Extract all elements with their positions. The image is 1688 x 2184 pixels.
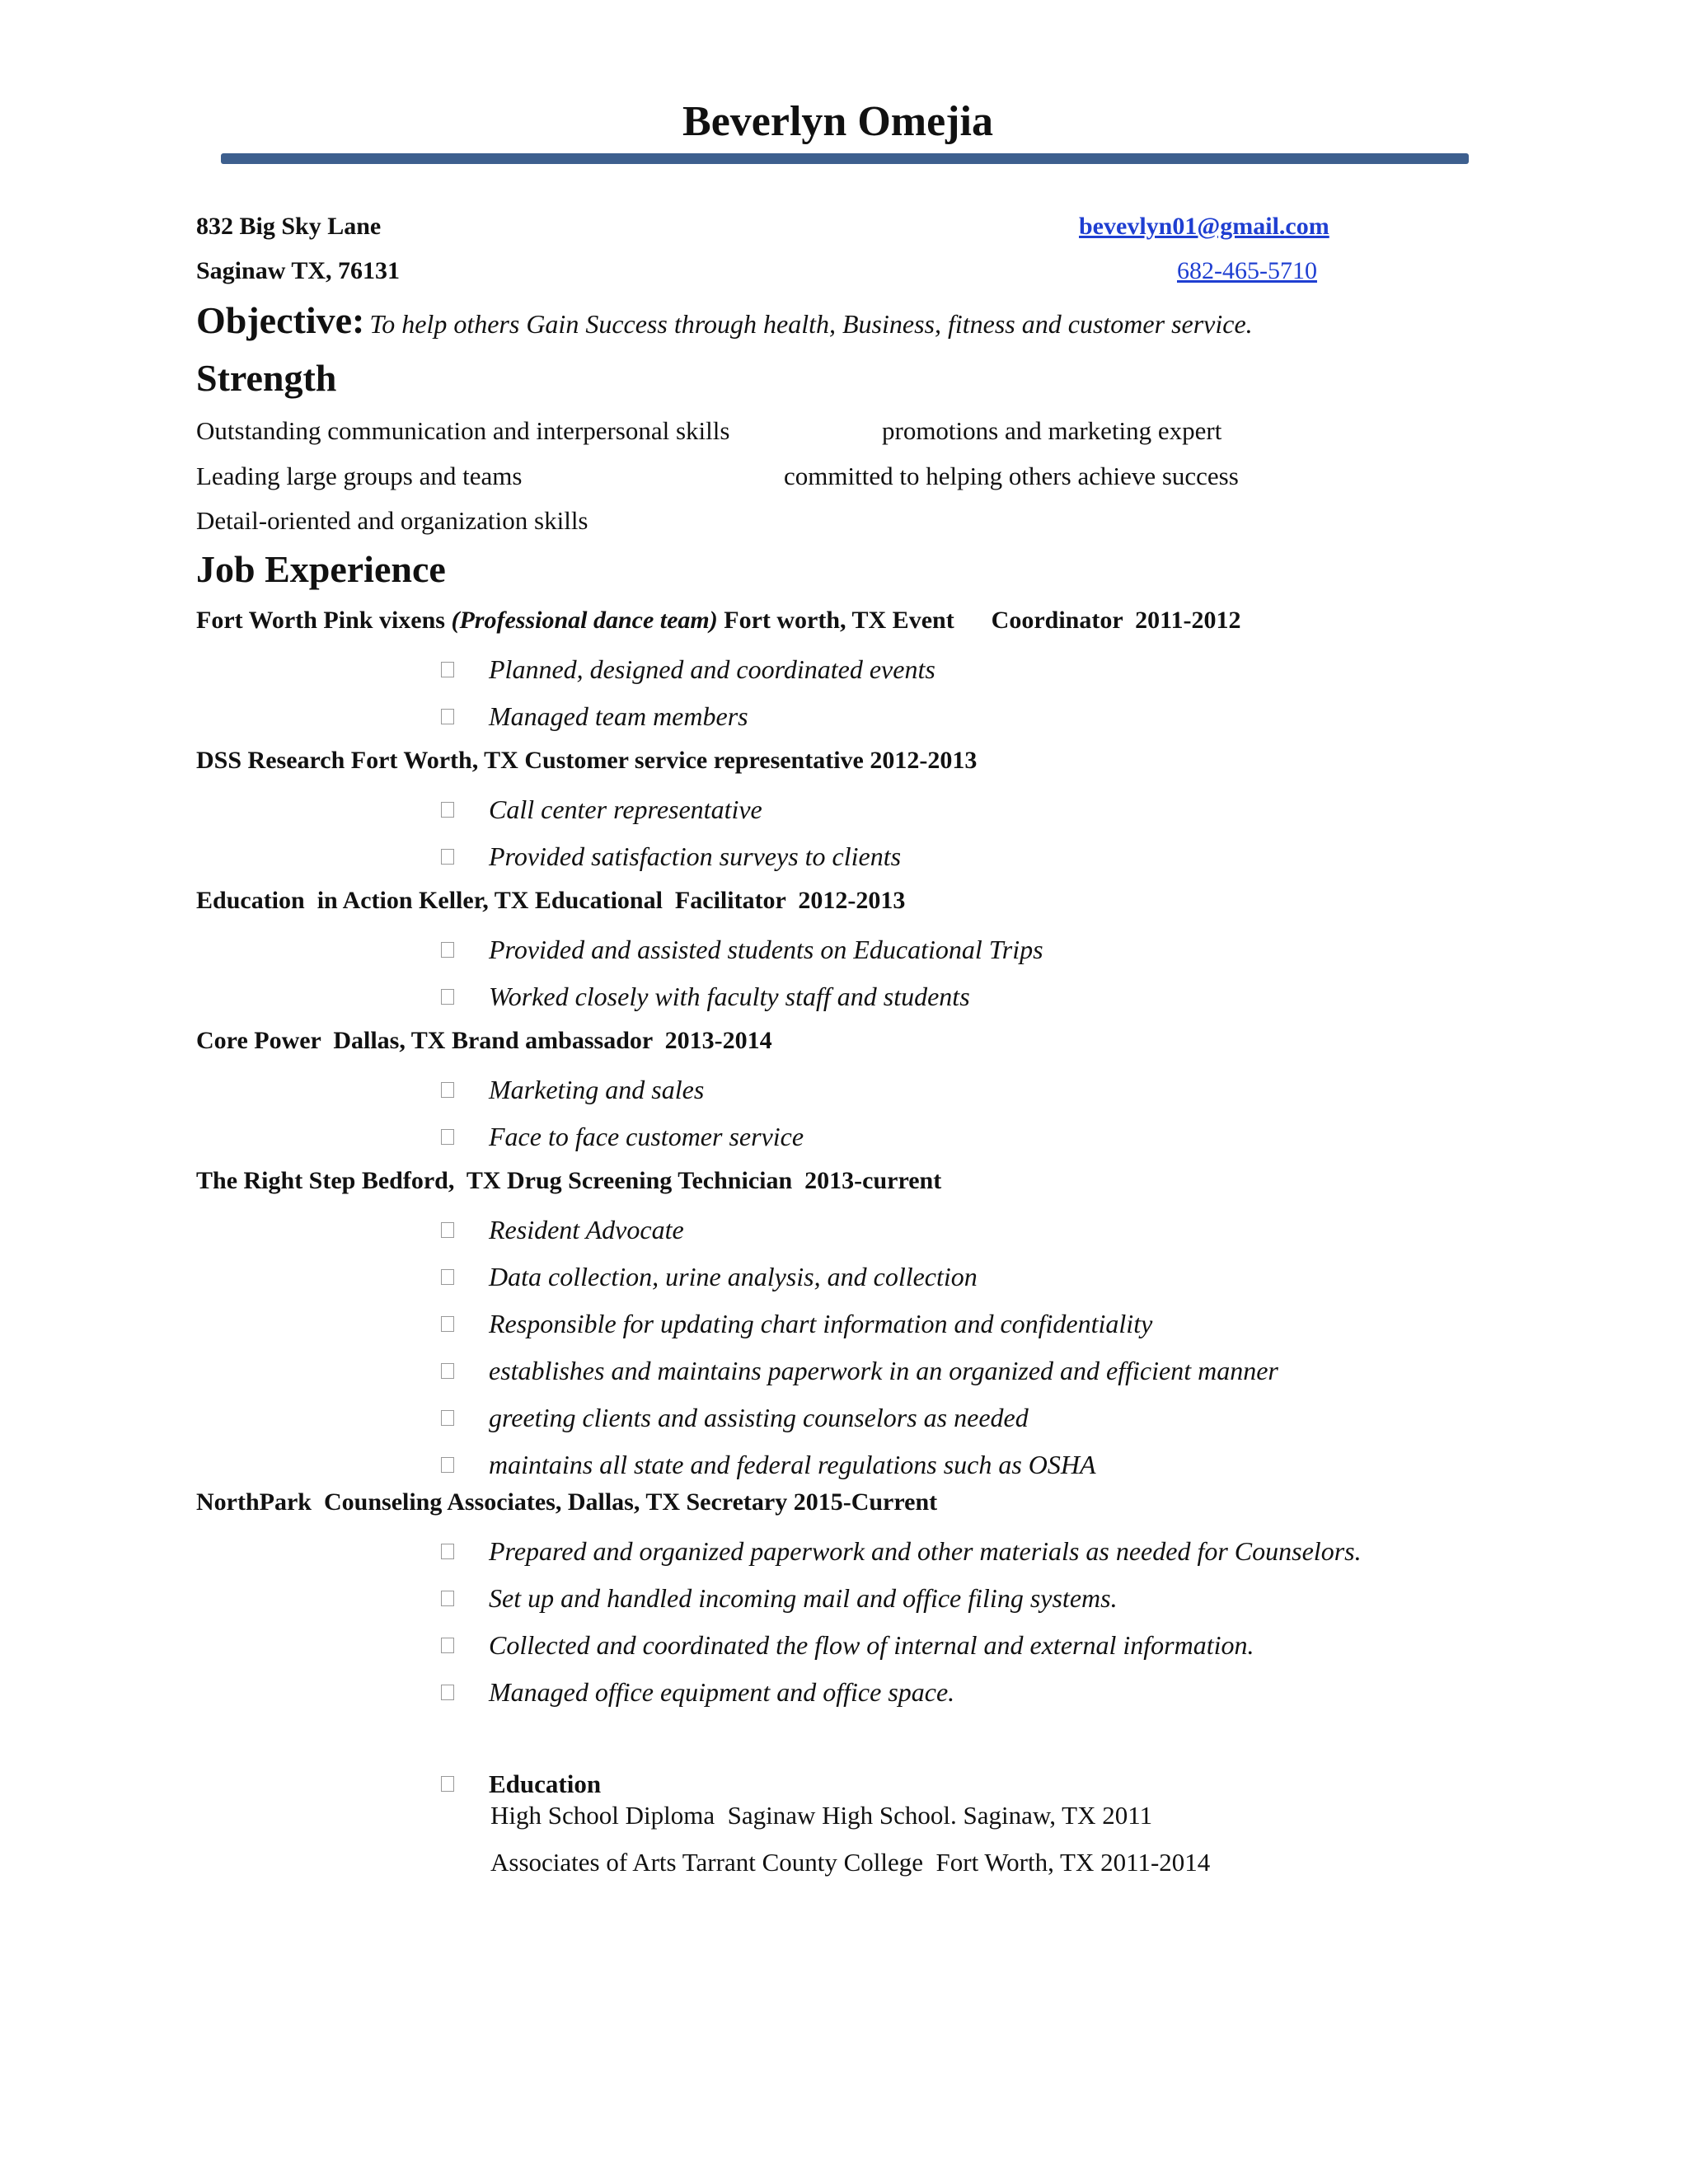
bullet-box-icon (441, 1363, 454, 1379)
education-line: Associates of Arts Tarrant County College Fort Worth, TX 2011-2014 (490, 1848, 1211, 1877)
experience-heading: Job Experience (196, 548, 446, 590)
objective-text: To help others Gain Success through health, Business, fitness and customer service. (369, 309, 1253, 339)
bullet-box-icon (441, 1638, 454, 1653)
job-title: Education in Action Keller, TX Educational Facilitator 2012-2013 (196, 887, 906, 914)
job-bullet: Managed office equipment and office space. (441, 1677, 954, 1708)
job-bullet: Set up and handled incoming mail and office filing systems. (441, 1583, 1118, 1614)
bullet-box-icon (441, 1129, 454, 1145)
job-bullet: Provided satisfaction surveys to clients (441, 841, 901, 872)
bullet-box-icon (441, 1591, 454, 1606)
job-bullet: Provided and assisted students on Educational Trips (441, 935, 1043, 965)
bullet-box-icon (441, 662, 454, 677)
job-bullet: Resident Advocate (441, 1215, 684, 1245)
job-bullet: Marketing and sales (441, 1075, 704, 1105)
job-bullet: maintains all state and federal regulations such as OSHA (441, 1450, 1096, 1480)
strength-item: promotions and marketing expert (882, 416, 1222, 445)
address-line1: 832 Big Sky Lane (196, 213, 382, 240)
job-title: Fort Worth Pink vixens (Professional dance team) Fort worth, TX Event Coordinator 2011-2012 (196, 607, 1241, 634)
bullet-box-icon (441, 1269, 454, 1285)
strength-heading: Strength (196, 357, 337, 399)
bullet-box-icon (441, 849, 454, 865)
bullet-box-icon (441, 1776, 454, 1792)
job-bullet: Prepared and organized paperwork and other materials as needed for Counselors. (441, 1536, 1362, 1567)
objective-label: Objective: (196, 299, 365, 341)
job-bullet: Planned, designed and coordinated events (441, 654, 935, 685)
bullet-box-icon (441, 1082, 454, 1098)
bullet-box-icon (441, 1457, 454, 1473)
job-title: Core Power Dallas, TX Brand ambassador 2013-2014 (196, 1027, 772, 1054)
bullet-box-icon (441, 942, 454, 958)
bullet-box-icon (441, 1222, 454, 1238)
bullet-box-icon (441, 1685, 454, 1700)
strength-item: Outstanding communication and interpersonal skills (196, 416, 730, 445)
bullet-box-icon (441, 1410, 454, 1426)
job-title: The Right Step Bedford, TX Drug Screening Technician 2013-current (196, 1167, 942, 1194)
objective (196, 298, 1253, 342)
email-link[interactable]: bevevlyn01@gmail.com (1079, 213, 1329, 240)
bullet-box-icon (441, 802, 454, 818)
job-bullet: establishes and maintains paperwork in an organized and efficient manner (441, 1356, 1278, 1386)
job-bullet: Managed team members (441, 701, 748, 732)
job-title: NorthPark Counseling Associates, Dallas, TX Secretary 2015-Current (196, 1488, 938, 1516)
bullet-box-icon (441, 989, 454, 1005)
job-bullet: Worked closely with faculty staff and students (441, 982, 970, 1012)
address-line2: Saginaw TX, 76131 (196, 257, 401, 284)
strength-item: Detail-oriented and organization skills (196, 506, 588, 535)
header-divider (221, 153, 1469, 164)
education-heading: Education (441, 1769, 601, 1799)
bullet-box-icon (441, 1316, 454, 1332)
job-bullet: Call center representative (441, 794, 762, 825)
phone-link[interactable]: 682-465-5710 (1177, 257, 1317, 284)
strength-item: Leading large groups and teams (196, 462, 523, 490)
job-bullet: Data collection, urine analysis, and collection (441, 1262, 978, 1292)
job-title: DSS Research Fort Worth, TX Customer service representative 2012-2013 (196, 747, 978, 774)
job-bullet: Face to face customer service (441, 1122, 804, 1152)
job-bullet: Responsible for updating chart information and confidentiality (441, 1309, 1152, 1339)
bullet-box-icon (441, 1544, 454, 1559)
strength-item: committed to helping others achieve success (784, 462, 1239, 490)
resume-name: Beverlyn Omejia (682, 98, 993, 145)
job-bullet: Collected and coordinated the flow of internal and external information. (441, 1630, 1254, 1661)
job-bullet: greeting clients and assisting counselors as needed (441, 1403, 1029, 1433)
bullet-box-icon (441, 709, 454, 724)
education-line: High School Diploma Saginaw High School. Saginaw, TX 2011 (490, 1801, 1153, 1830)
